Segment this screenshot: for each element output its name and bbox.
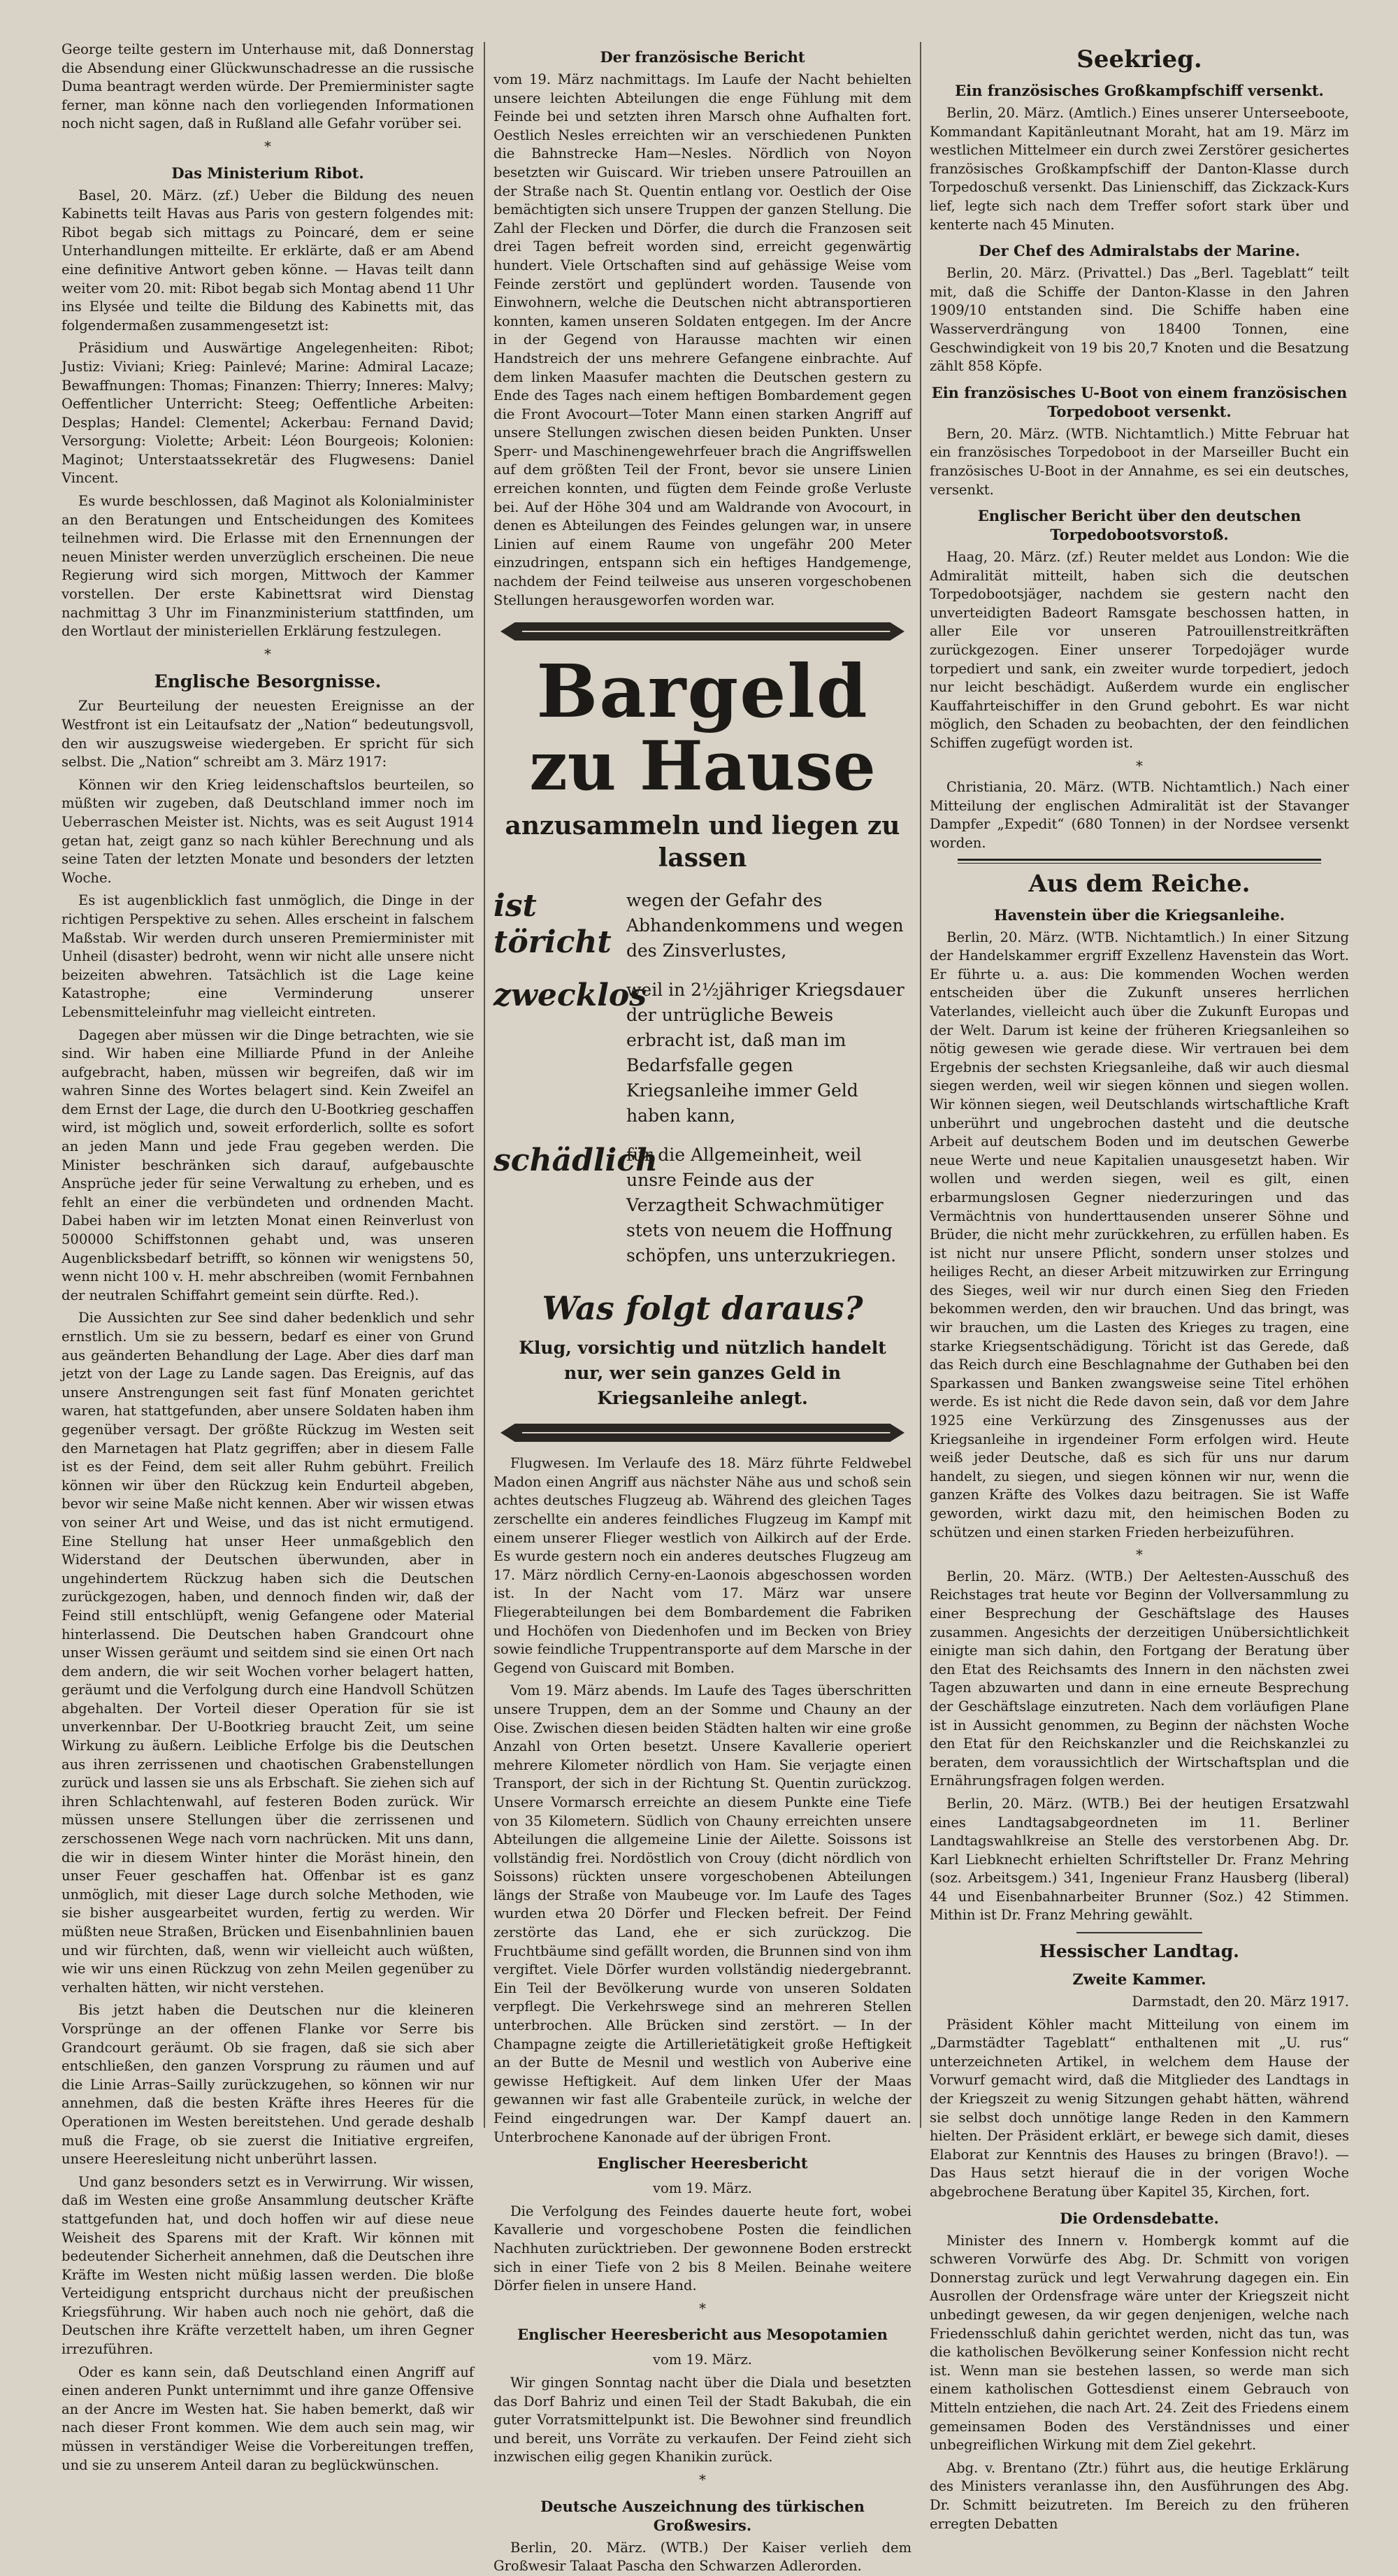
article-text: Berlin, 20. März. (WTB.) Bei der heutigen Ersatzwahl eines Landtagsabgeordneten im 11. Berliner Landtagswahlkreise an Stelle des verstorbenen Abg. Dr. Karl Liebknecht erhielten Schriftsteller Dr. Franz Mehring (soz. Arbeitsgem.) 341, Ingenieur Franz Hausberg (liberal) 44 und Eisenbahnarbeiter Brunner (Soz.) 42 Stimmen. Mithin ist Dr. Franz Mehring gewählt. bbox=[930, 1795, 1349, 1924]
article-text: Abg. v. Brentano (Ztr.) führt aus, die heutige Erklärung des Ministers veranlasse ihn, den Ausführungen des Abg. Dr. Schmitt beizutreten. Im Bereich zu den früheren erregten Debatten bbox=[930, 2459, 1349, 2532]
article-text: Berlin, 20. März. (Privattel.) Das „Berl. Tageblatt“ teilt mit, daß die Schiffe der Danton-Klasse in den Jahren 1909/10 entstanden sind. Die Schiffe haben eine Wasserverdrängung von 18400 Tonnen, eine Geschwindigkeit von 19 bis 20,7 Knoten und die Besatzung zählt 858 Köpfe. bbox=[930, 265, 1349, 375]
article-text: Flugwesen. Im Verlaufe des 18. März führte Feldwebel Madon einen Angriff aus nächster Nähe aus und schoß sein achtes deutsches Flugzeug ab. Während des gleichen Tages zerschellte ein anderes feindliches Flugzeug im Kampf mit einem unserer Flieger westlich von Ailkirch auf der Erde. Es wurde gestern noch ein anderes deutsches Flugzeug am 17. März nördlich Cerny-en-Laonois abgeschossen worden ist. In der Nacht vom 17. März war unsere Fliegerabteilungen bei dem Bombardement die Fabriken und Hochöfen von Diedenhofen und im Becken von Briey sowie feindliche Truppentransporte auf dem Marsche in der Gegend von Guiscard mit Bomben. bbox=[493, 1455, 911, 1676]
ornament-divider bbox=[500, 620, 905, 643]
article-text: Bis jetzt haben die Deutschen nur die kleineren Vorsprünge an der offenen Flanke vor Serre bis Grandcourt geräumt. Ob sie fragen, daß sie sich aber entschließen, den ganzen Vorsprung zu räumen und auf die Linie Arras–Sailly zurückzugehen, so können wir nur annehmen, daß die besten Kräfte ihres Heeres für die Operationen im Westen bereitstehen. Und gerade deshalb muß die Frage, ob sie zuerst die Initiative ergreifen, unsere Heeresleitung nicht unberührt lassen. bbox=[62, 2002, 474, 2168]
article-text: Die Aussichten zur See sind daher bedenklich und sehr ernstlich. Um sie zu bessern, bedarf es einer von Grund aus geänderten Behandlung der Lage. Aber dies darf man jetzt von der Lage zu Lande sagen. Das Ereignis, auf das unsere Anstrengungen seit fast fünf Monaten gerichtet waren, hat stattgefunden, aber unsere Soldaten haben ihm gegenüber versagt. Der größte Rückzug im Westen seit den Marnetagen hat Platz gegriffen; aber in diesem Falle ist es der Feind, dem seit aller Ruhm gebührt. Freilich können wir über den Rückzug kein Endurteil abgeben, bevor wir seine Maße nicht kennen. Aber wir wissen etwas von seiner Art und Weise, und das ist nicht ermutigend. Eine Stellung hat unser Heer unmaßgeblich den Widerstand der Deutschen überwunden, aber in ungehindertem Rückzug haben sich die Deutschen zurückgezogen, haben, und dennoch finden wir, daß der Feind still entschlüpft, wenig Gefangene oder Material hinterlassend. Die Deutschen haben Grandcourt ohne unser Wissen geräumt und seitdem sind sie einen Ort nach dem andern, die wir seit Wochen vorher belagert hatten, geräumt und die Verfolgung durch eine Handvoll Schützen abgehalten. Der Vorteil dieser Operation für sie ist unverkennbar. Der U-Bootkrieg braucht Zeit, um seine Wirkung zu äußern. Leibliche Erfolge bis die Deutschen aus ihren zerrissenen und chaotischen Grabenstellungen zurück und lassen sie uns als Erbschaft. Sie ziehen sich auf ihren Schlachtenwahl, auf festeren Boden zurück. Wir müssen unsere Stellungen über die zerrissenen und zerschossenen Wege nach vorn nachrücken. Mit uns dann, die wir in diesem Winter hinter die Moräst hinein, den unser Feuer geschaffen hat. Offenbar ist es ganz unmöglich, mit dieser Lage durch solche Methoden, wie sie bisher ausgearbeitet wurden, fertig zu werden. Wir müßten neue Straßen, Brücken und Eisenbahnlinien bauen und wir fürchten, daß, wenn wir vielleicht auch wüßten, wie wir uns einen Rückzug von zehn Meilen gegenüber zu verhalten hätten, wir nicht verstehen. bbox=[62, 1310, 474, 1996]
article-text: Und ganz besonders setzt es in Verwirrung. Wir wissen, daß im Westen eine große Ansammlung deutscher Kräfte stattgefunden hat, und doch hoffen wir auf diese neue Weisheit des Sparens mit der Kraft. Wir können mit bedeutender Sicherheit annehmen, daß die Deutschen ihre Kräfte im Westen nicht müßig lassen werden. Die bloße Verteidigung entspricht durchaus nicht der preußischen Kriegsführung. Wir haben auch noch nie gehört, daß die Deutschen ihre Kräfte verzettelt haben, um ihren Gegner irrezuführen. bbox=[62, 2173, 474, 2358]
article-text: Berlin, 20. März. (Amtlich.) Eines unserer Unterseeboote, Kommandant Kapitänleutnant Moraht, hat am 19. März im westlichen Mittelmeer ein durch zwei Zerstörer gesichertes französisches Großkampfschiff der Danton-Klasse durch Torpedoschuß versenkt. Das Linienschiff, das Zickzack-Kurs lief, legte sich nach dem Treffer sofort stark über und kenterte nach 45 Minuten. bbox=[930, 105, 1349, 233]
headline-hessischer-landtag: Hessischer Landtag. bbox=[1039, 1941, 1239, 1962]
headline-aus-dem-reiche: Aus dem Reiche. bbox=[1028, 869, 1251, 898]
article-text: Bern, 20. März. (WTB. Nichtamtlich.) Mitte Februar hat ein französisches Torpedoboot in der Marseiller Bucht ein französisches U-Boot in der Annahme, es sei ein deutsches, versenkt. bbox=[930, 425, 1349, 498]
ad-reason-row bbox=[493, 1143, 911, 1268]
headline-grosswesir: Deutsche Auszeichnung des türkischen Großwesirs. bbox=[540, 2497, 865, 2534]
article-text: Haag, 20. März. (zf.) Reuter meldet aus London: Wie die Admiralität mitteilt, haben sich die deutschen Torpedobootsjäger, nachdem sie gestern nacht den unverteidigten Badeort Ramsgate beschossen hatten, in aller Eile vor unseren Patrouillenstreitkräften zurückgezogen. Einer unserer Torpedojäger wurde torpediert und sank, ein zweiter wurde torpediert, jedoch nur leicht beschädigt. Außerdem wurde ein englischer Kauffahrteischiffer in den Grund gebohrt. Es war nicht möglich, den Schaden zu beobachten, der den feindlichen Schiffen zugefügt worden ist. bbox=[930, 549, 1349, 752]
headline-date: vom 19. März. bbox=[652, 2180, 753, 2197]
article-text: Die Verfolgung des Feindes dauerte heute fort, wobei Kavallerie und vorgeschobene Posten die feindlichen Nachhuten zurücktrieben. Der gewonnene Boden erstreckt sich in einer Tiefe von 2 bis 8 Meilen. Beinahe weitere Dörfer fielen in unsere Hand. bbox=[493, 2203, 911, 2294]
ad-reason-row bbox=[493, 888, 911, 964]
article-text: Berlin, 20. März. (WTB.) Der Aeltesten-Ausschuß des Reichstages trat heute vor Beginn der Vollversammlung zu einer Besprechung der Geschäftslage des Hauses zusammen. Angesichts der derzeitigen Unübersichtlichkeit einigte man sich dahin, den Fortgang der Beratung über den Etat des Reichsamts des Innern in den nächsten zwei Tagen abzuwarten und dann in eine erneute Besprechung der Geschäftslage einzutreten. Nach dem vorläufigen Plane ist in Aussicht genommen, zu Beginn der nächsten Woche den Etat für den Reichskanzler und die Reichskanzlei zu beraten, dem voraussichtlich der Wirtschaftsplan und die Ernährungsfragen folgen werden. bbox=[930, 1568, 1349, 1789]
ad-question: Was folgt daraus? bbox=[542, 1289, 863, 1328]
ad-title-bargeld: Bargeld bbox=[536, 648, 869, 735]
ad-reason-row bbox=[493, 978, 911, 1129]
ad-reason-text: für die Allgemeinheit, weil unsre Feinde aus der Verzagtheit Schwachmütiger stets von neuem die Hoffnung schöpfen, uns unterzukriegen. bbox=[626, 1145, 897, 1266]
article-text: Können wir den Krieg leidenschaftslos beurteilen, so müßten wir zugeben, daß Deutschland immer noch im Ueberraschen Meister ist. Nichts, was es seit August 1914 getan hat, zeigt ganz so nach kühler Berechnung und als seine Taten der letzten Monate und besonders der letzten Woche. bbox=[62, 776, 474, 886]
headline-franzoesischer-bericht: Der französische Bericht bbox=[600, 48, 805, 66]
section-divider bbox=[1076, 1932, 1202, 1933]
column-3 bbox=[930, 41, 1349, 2532]
ad-keyword: zwecklos bbox=[493, 978, 647, 1014]
headline-mesopotamien: Englischer Heeresbericht aus Mesopotamien bbox=[517, 2326, 888, 2344]
column-rule-1 bbox=[484, 42, 485, 2128]
ad-keyword: ist töricht bbox=[493, 888, 612, 961]
article-text: Vom 19. März abends. Im Laufe des Tages überschritten unsere Truppen, dem an der Somme und Chauny an der Oise. Zwischen diesen beiden Städten halten wir eine große Anzahl von Orten besetzt. Unsere Kavallerie operiert mehrere Kilometer nördlich von Ham. Sie verjagte einen Transport, der sich in der Richtung St. Quentin zurückzog. Unsere Vormarsch erreichte an diesem Punkte eine Tiefe von 35 Kilometern. Südlich von Chauny erreichten unsere Abteilungen die allgemeine Linie der Ailette. Soissons ist vollständig frei. Nordöstlich von Crouy (dicht nördlich von Soissons) rückten unsere vorgeschobenen Abteilungen längs der Straße von Maubeuge vor. Im Laufe des Tages wurden etwa 20 Dörfer und Flecken befreit. Der Feind zerstörte das Land, ehe er sich zurückzog. Die Fruchtbäume sind gefällt worden, die Brunnen sind von ihm vergiftet. Viele Dörfer wurden vollständig niedergebrannt. Ein Teil der Bevölkerung wurde von unseren Soldaten verpflegt. Die Verkehrswege sind an mehreren Stellen unterbrochen. Alle Brücken sind zerstört. — In der Champagne zeigte die Artillerietätigkeit große Heftigkeit an der Butte de Mesnil und westlich von Auberive eine gewisse Heftigkeit. Auf dem linken Ufer der Maas gewannen wir fast alle Grabenteile zurück, in welche der Feind eingedrungen war. Der Kampf dauert an. Unterbrochene Kanonade auf der übrigen Front. bbox=[493, 1682, 911, 2145]
column-1 bbox=[62, 41, 474, 2473]
ad-reason-text: wegen der Gefahr des Abhandenkommens und wegen des Zinsverlustes, bbox=[626, 890, 904, 961]
separator-star: * bbox=[1136, 757, 1143, 774]
headline-u-boot-versenkt: Ein französisches U-Boot von einem französischen Torpedoboot versenkt. bbox=[931, 383, 1348, 420]
headline-englischer-heeresbericht: Englischer Heeresbericht bbox=[597, 2154, 808, 2173]
separator-star: * bbox=[264, 645, 271, 662]
article-text: Es ist augenblicklich fast unmöglich, die Dinge in der richtigen Perspektive zu sehen. Alles erscheint in falschem Maßstab. Wir werden durch unseren Premierminister mit Unheil (disaster) bedroht, wenn wir nicht alle unsere nicht beizeiten abwehren. Tatsächlich ist die Lage keine Katastrophe; eine Verminderung unserer Lebensmitteleinfuhr mag vielleicht eintreten. bbox=[62, 892, 474, 1020]
article-text: Christiania, 20. März. (WTB. Nichtamtlich.) Nach einer Mitteilung der englischen Admiralität ist der Stavanger Dampfer „Expedit“ (680 Tonnen) in der Nordsee versenkt worden. bbox=[930, 779, 1349, 851]
section-divider bbox=[958, 859, 1321, 864]
column-rule-2 bbox=[920, 42, 921, 2128]
headline-ordensdebatte: Die Ordensdebatte. bbox=[1060, 2209, 1219, 2227]
dateline: Darmstadt, den 20. März 1917. bbox=[1132, 1994, 1349, 2010]
article-text: Dagegen aber müssen wir die Dinge betrachten, wie sie sind. Wir haben eine Milliarde Pfund in der Anleihe aufgebracht, haben, müssen wir begreifen, daß wir im wahren Sinne des Wortes belagert sind. Kein Zweifel an dem Ernst der Lage, die durch den U-Bootkrieg geschaffen wird, ist möglich und, soweit erforderlich, sollte es sofort an jeden Mann und jede Frau gegeben werden. Die Minister beschränken sich darauf, aufgebauschte Ansprüche jeder für seine Verwaltung zu erheben, und es fehlt an einer die verbündeten und ordnenden Macht. Dabei haben wir im letzten Monat einen Reinverlust von 500000 Schiffstonnen gehabt und, was unseren Augenblicksbedarf betrifft, so können wir wenigstens 50, wenn nicht 100 v. H. mehr abschreiben (womit Fernbahnen der neutralen Schiffahrt gemeint sein dürfte. Red.). bbox=[62, 1026, 474, 1303]
separator-star: * bbox=[699, 2471, 706, 2488]
ad-keyword: schädlich bbox=[493, 1143, 658, 1179]
headline-ministerium-ribot: Das Ministerium Ribot. bbox=[171, 164, 364, 182]
article-text: Berlin, 20. März. (WTB.) Der Kaiser verlieh dem Großwesir Talaat Pascha den Schwarzen Adlerorden. bbox=[493, 2539, 911, 2575]
article-text: Präsident Köhler macht Mitteilung von einem im „Darmstädter Tageblatt“ enthaltenen mit „U. rus“ unterzeichneten Artikel, in welchem dem Hause der Vorwurf gemacht wird, daß die Mitglieder des Landtags in der Kriegszeit zu wenig Sitzungen gehabt hätten, während sie selbst doch unnötige lange Reden in den Kammern hielten. Der Präsident erklärt, er bewege sich damit, dieses Elaborat zur Kenntnis des Hauses zu bringen (Bravo!). — Das Haus setzt hierauf die in der vorigen Woche abgebrochene Beratung über Kapitel 35, Kirchen, fort. bbox=[930, 2016, 1349, 2200]
article-text: Minister des Innern v. Hombergk kommt auf die schweren Vorwürfe des Abg. Dr. Schmitt von vorigen Donnerstag zurück und legt Verwahrung dagegen ein. Ein Ausrollen der Ordensfrage wäre unter der Kriegszeit nicht unbedingt gewesen, da wir gegen denjenigen, welche nach Friedensschluß dahin gerichtet werden, nicht das tun, was die katholischen Bevölkerung seiner Konfession nicht recht ist. Wenn man sie bestehen lassen, so werde man sich einem katholischen Gottesdienst einem Gebrauch von Mitteln entziehen, die nach Art. 24. Zeit des Friedens einem gemeinsamen Boden des Verständnisses und einer unbegreiflichen Wirkung mit dem Ziel gekehrt. bbox=[930, 2232, 1349, 2454]
article-text: Berlin, 20. März. (WTB. Nichtamtlich.) In einer Sitzung der Handelskammer ergriff Exzellenz Havenstein das Wort. Er führte u. a. aus: Die kommenden Wochen werden entscheiden über die Zukunft unseres herrlichen Vaterlandes, vielleicht auch über die Zukunft Europas und der Welt. Darum ist keine der früheren Kriegsanleihen so nötig gewesen wie gerade diese. Wir vertrauen bei dem Ergebnis der sechsten Kriegsanleihe, daß wir auch diesmal siegen werden, weil wir siegen können und siegen wollen. Wir können siegen, weil Deutschlands wirtschaftliche Kraft unberührt und ungebrochen dasteht und die deutsche Arbeit auf deutschem Boden und im deutschen Gewerbe neue Werte und neue Kapitalien unausgesetzt haben. Wir wollen und werden siegen, weil es gilt, einen erbarmungslosen Gegner niederzuringen und das Vermächtnis von hunderttausenden unserer Söhne und Brüder, die nicht mehr zurückkehren, zu erfüllen haben. Es ist nicht nur unsere Pflicht, sondern unser stolzes und heiliges Recht, an dieser Arbeit mitzuwirken zur Erringung des Sieges, weil wir nur durch einen Sieg den Frieden bekommen werden, den wir brauchen. Und das bringt, was wir brauchen, um die Lasten des Krieges zu tragen, eine starke Kriegsentschädigung. Töricht ist das Gerede, daß das Reich durch eine Beschlagnahme der Guthaben bei den Sparkassen und Banken zwangsweise seine Titel erhöhen werde. Es ist nicht die Rede davon sein, daß vor dem Jahre 1925 eine Verkürzung des Zinsgenusses aus der Kriegsanleihe in irgendeiner Form erfolgen wird. Heute weiß jeder Deutsche, daß es sich für uns nur darum handelt, zu siegen, und siegen können wir nur, wenn die ganzen Kräfte des Volkes dazu beitragen. Sie ist Waffe geworden, wirkt dazu mit, den heimischen Boden zu schützen und einen starken Frieden herbeizuführen. bbox=[930, 929, 1349, 1540]
war-loan-advertisement bbox=[493, 620, 911, 1445]
headline-englischer-bericht: Englischer Bericht über den deutschen Torpedobootsvorstoß. bbox=[977, 507, 1302, 544]
article-text: Präsidium und Auswärtige Angelegenheiten: Ribot; Justiz: Viviani; Krieg: Painlevé; Marine: Admiral Lacaze; Bewaffnungen: Thomas; Finanzen: Thierry; Inneres: Malvy; Oeffentlicher Unterricht: Steeg; Oeffentliche Arbeiten: Desplas; Handel: Clementel; Ackerbau: Fernand David; Versorgung: Violette; Arbeit: Léon Bourgeois; Kolonien: Maginot; Unterstaatssekretär des Flugwesens: Daniel Vincent. bbox=[62, 340, 474, 487]
separator-star: * bbox=[264, 138, 271, 155]
article-text: Es wurde beschlossen, daß Maginot als Kolonialminister an den Beratungen und Entscheidungen des Komitees teilnehmen wird. Die Erlasse mit den Ernennungen der neuen Minister werden unverzüglich erscheinen. Die neue Regierung wird sich morgen, Mittwoch der Kammer vorstellen. Der erste Kabinettsrat wird Dienstag nachmittag 3 Uhr im Finanzministerium stattfinden, um den Wortlaut der ministeriellen Erklärung festzulegen. bbox=[62, 493, 474, 640]
signature-admiralstab: Der Chef des Admiralstabs der Marine. bbox=[979, 242, 1300, 260]
column-2 bbox=[493, 41, 911, 2575]
ad-reason-text: weil in 2½jähriger Kriegsdauer der untrügliche Beweis erbracht ist, daß man im Bedarfsfalle gegen Kriegsanleihe immer Geld haben kann, bbox=[626, 980, 905, 1126]
article-text: Zur Beurteilung der neuesten Ereignisse an der Westfront ist ein Leitaufsatz der „Nation“ bedeutungsvoll, den wir auszugsweise wiedergeben. Er spricht für sich selbst. Die „Nation“ schreibt am 3. März 1917: bbox=[62, 698, 474, 771]
headline-havenstein: Havenstein über die Kriegsanleihe. bbox=[993, 906, 1285, 924]
separator-star: * bbox=[1136, 1547, 1143, 1564]
article-text: George teilte gestern im Unterhause mit, daß Donnerstag die Absendung einer Glückwunschadresse an die russische Duma beantragt werden würde. Der Premierminister sagte ferner, man könne nach den vorliegenden Informationen noch nicht sagen, daß in Rußland alle Gefahr vorüber sei. bbox=[62, 41, 474, 132]
ornament-divider bbox=[500, 1421, 905, 1445]
headline-zweite-kammer: Zweite Kammer. bbox=[1072, 1970, 1206, 1989]
ad-answer: Klug, vorsichtig und nützlich handelt nur, wer sein ganzes Geld in Kriegsanleihe anlegt. bbox=[519, 1338, 886, 1409]
separator-star: * bbox=[699, 2300, 706, 2317]
article-text: Oder es kann sein, daß Deutschland einen Angriff auf einen anderen Punkt unternimmt und ihre ganze Offensive an der Ancre im Westen hat. Sie haben bemerkt, daß wir nach dieser Front kommen. Wie dem auch sein mag, wir müssen in verständiger Weise die Vorbereitungen treffen, und sie zu unserem Anteil daran zu beglückwünschen. bbox=[62, 2363, 474, 2473]
headline-date: vom 19. März. bbox=[652, 2352, 753, 2368]
ad-subtitle: anzusammeln und liegen zu lassen bbox=[505, 811, 900, 873]
article-text: vom 19. März nachmittags. Im Laufe der Nacht behielten unsere leichten Abteilungen die enge Fühlung mit dem Feinde bei und setzten ihren Marsch ohne Aufhalten fort. Oestlich Nesles erreichten wir an verschiedenen Punkten die Bahnstrecke Ham—Nesles. Nördlich von Noyon besetzten wir Guiscard. Wir trieben unsere Patrouillen an der Straße nach St. Quentin entlang vor. Oestlich der Oise bemächtigten sich unsere Truppen der ganzen Stellung. Die Zahl der Flecken und Dörfer, die durch die Franzosen seit drei Tagen befreit worden sind, erreicht gegenwärtig hundert. Viele Ortschaften sind auf gehässige Weise vom Feinde zerstört und geplündert worden. Tausende von Einwohnern, welche die Deutschen nicht abtransportieren konnten, kamen unseren Soldaten entgegen. Im der Ancre in der Gegend von Harausse machten wir einen Handstreich der uns mehrere Gefangene einbrachte. Auf dem linken Maasufer machten die Deutschen gestern zu Ende des Tages nach einem heftigen Bombardement gegen die Front Avocourt—Toter Mann einen starken Angriff auf unsere Stellungen zwischen diesen beiden Punkten. Unser Sperr- und Maschinengewehrfeuer brach die Angriffswellen auf dem größten Teil der Front, bevor sie unsere Linien erreichen konnten, und fügten dem Feinde große Verluste bei. Auf der Höhe 304 und am Waldrande von Avocourt, in denen es Abteilungen des Feindes gelungen war, in unsere Linien auf einem Raume von ungefähr 200 Meter einzudringen, entspann sich ein heftiges Handgemenge, nachdem der Feind teilweise aus unseren vorgeschobenen Stellungen herausgeworfen worden war. bbox=[493, 71, 911, 608]
article-text: Basel, 20. März. (zf.) Ueber die Bildung des neuen Kabinetts teilt Havas aus Paris von gestern folgendes mit: Ribot begab sich mittags zu Poincaré, dem er seine Unterhandlungen mitteilte. Er erklärte, daß er am Abend eine definitive Antwort geben könne. — Havas teilt dann weiter vom 20. mit: Ribot begab sich Montag abend 11 Uhr ins Elysée und teilte die Bildung des Kabinetts mit, das folgendermaßen zusammengesetzt ist: bbox=[62, 187, 474, 334]
ad-title-zu-hause: zu Hause bbox=[529, 727, 876, 806]
article-text: Wir gingen Sonntag nacht über die Diala und besetzten das Dorf Bahriz und einen Teil der Stadt Bakubah, die ein guter Vorratsmittelpunkt ist. Die Bewohner sind freundlich und bereit, uns Vorräte zu verkaufen. Der Feind zieht sich inzwischen eilig gegen Khanikin zurück. bbox=[493, 2374, 911, 2466]
headline-grosskampfschiff: Ein französisches Großkampfschiff versenkt. bbox=[955, 82, 1324, 99]
headline-seekrieg: Seekrieg. bbox=[1076, 45, 1202, 73]
headline-englische-besorgnisse: Englische Besorgnisse. bbox=[154, 671, 382, 692]
